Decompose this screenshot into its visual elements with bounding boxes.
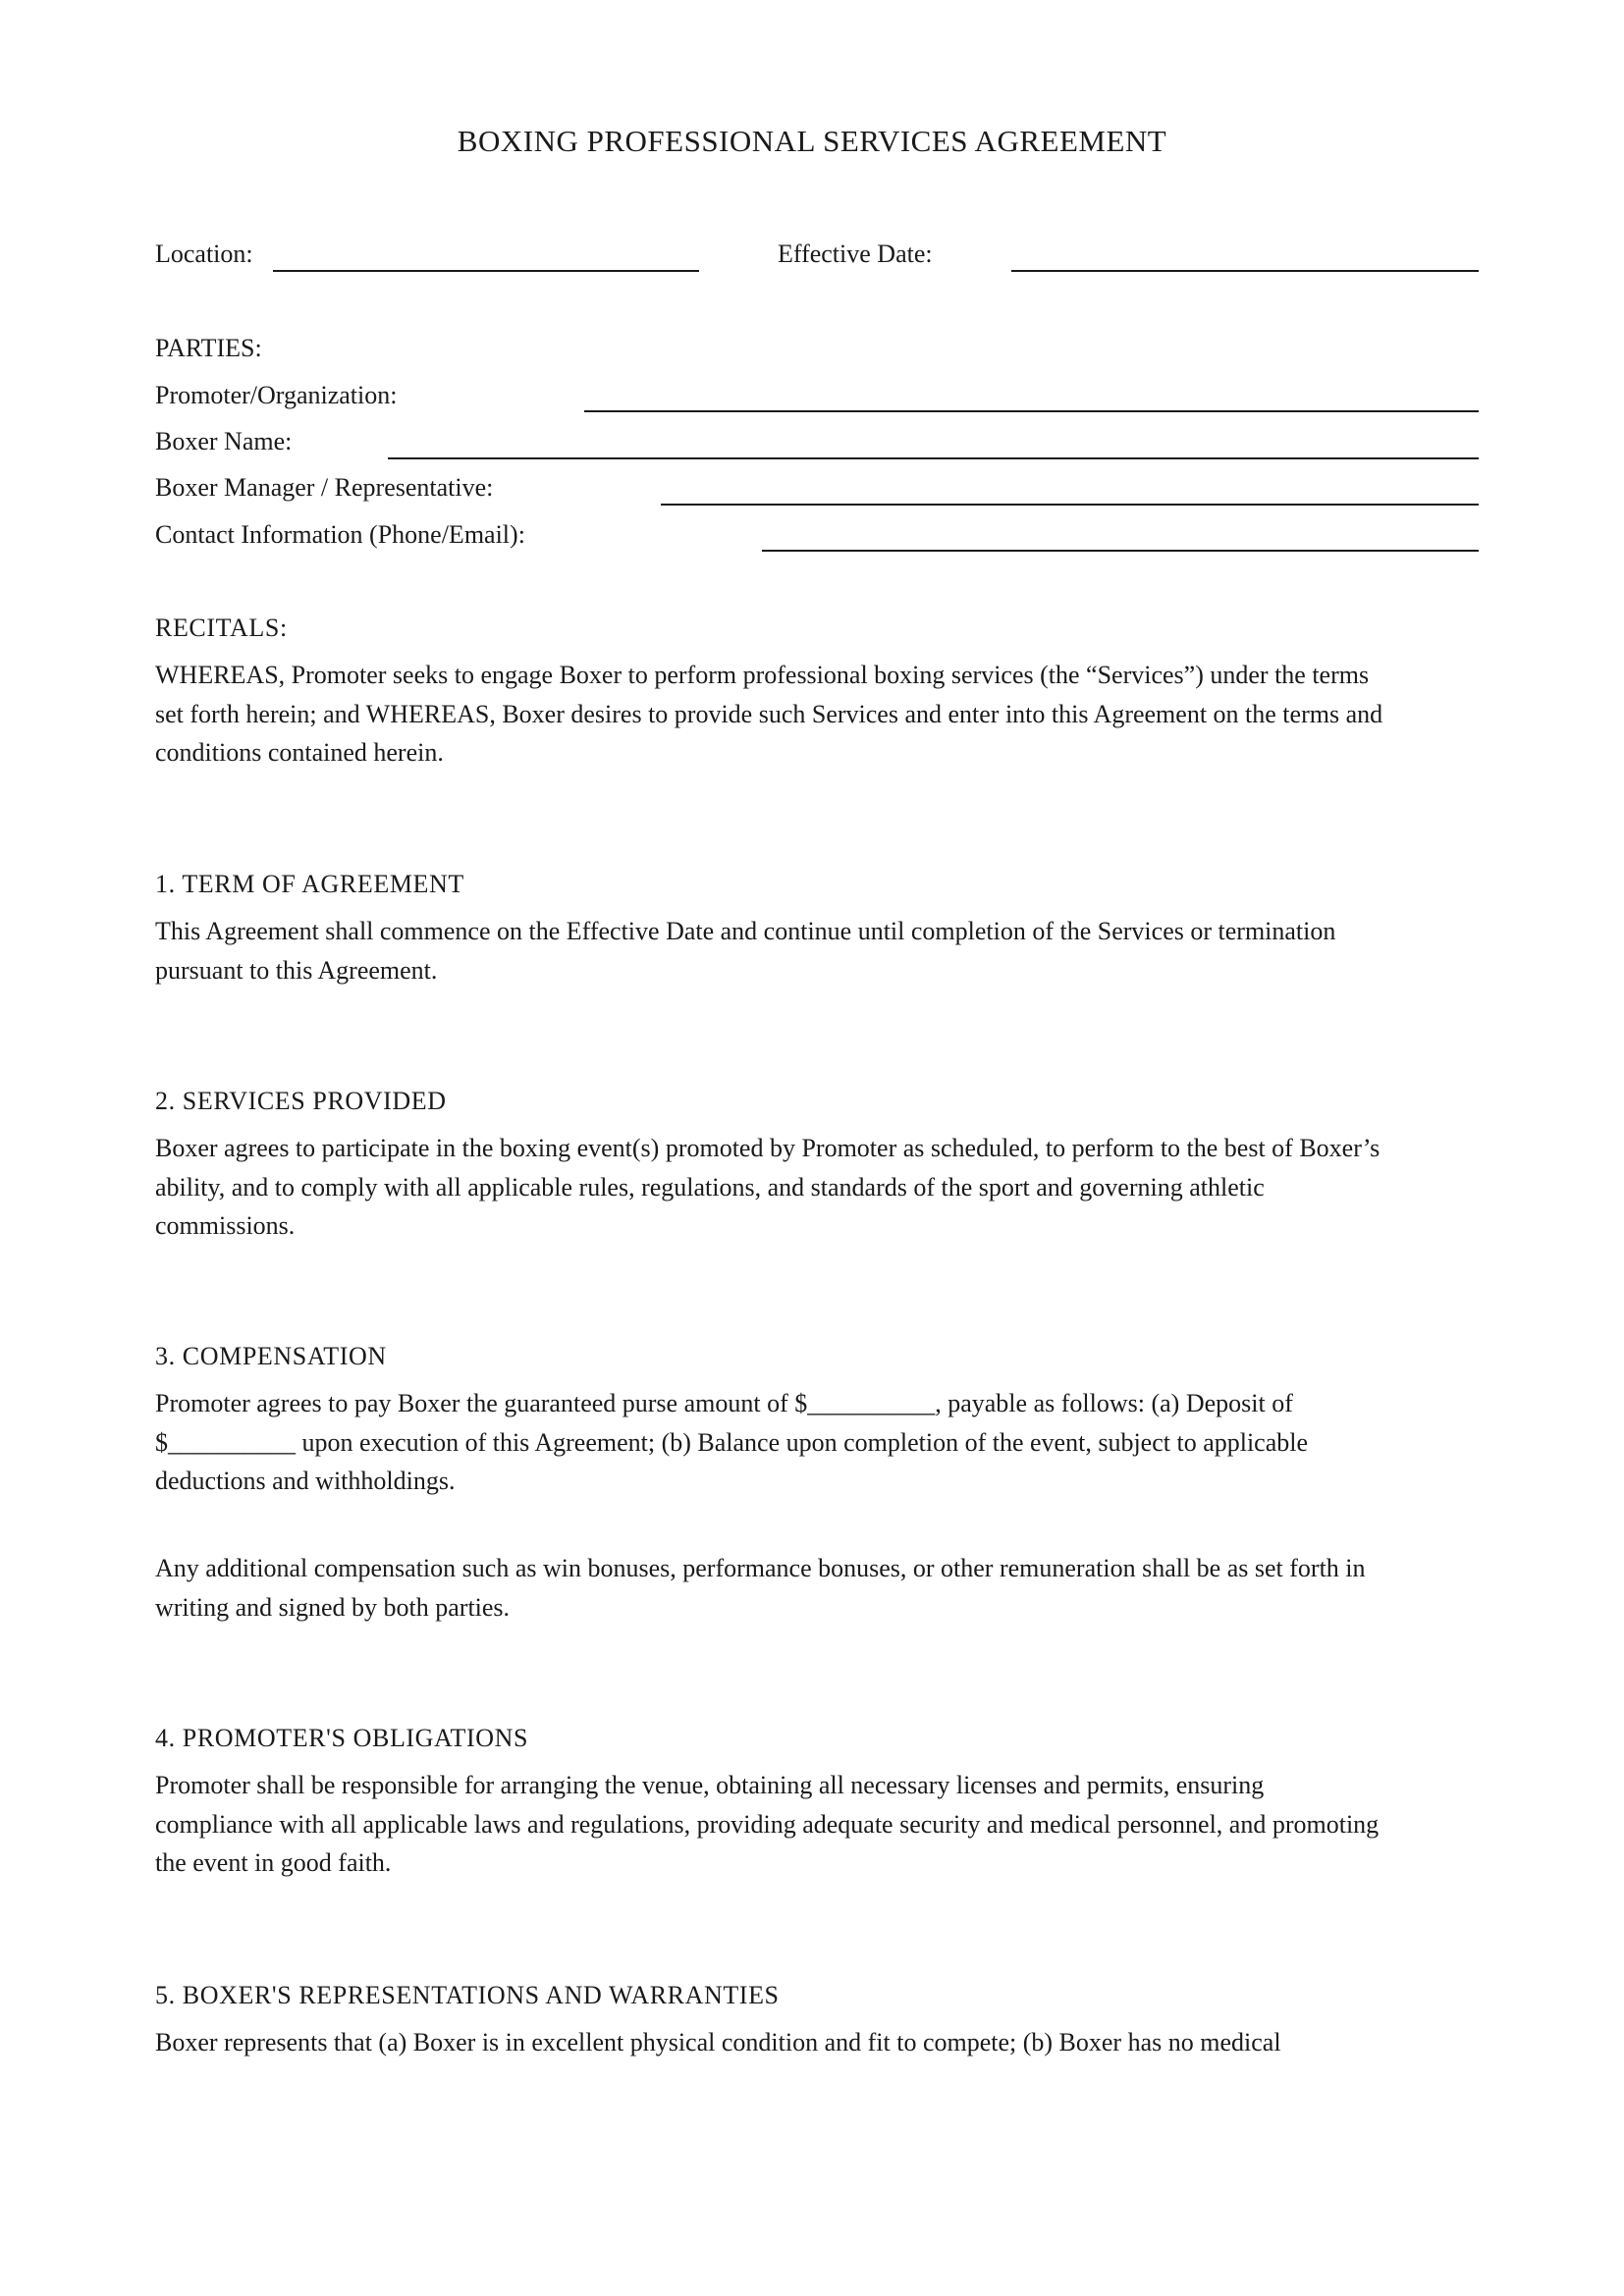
section-1-heading: 1. TERM OF AGREEMENT xyxy=(155,870,464,898)
section-2-text xyxy=(155,1129,1490,1246)
location-label: Location: xyxy=(155,240,253,268)
section-line: Promoter agrees to pay Boxer the guaranteed purse amount of $__________, payable as follows: (a) Deposit of xyxy=(155,1389,1293,1417)
recitals-text xyxy=(155,656,1490,773)
section-line: writing and signed by both parties. xyxy=(155,1592,511,1622)
section-3-heading: 3. COMPENSATION xyxy=(155,1342,387,1370)
section-4-heading: 4. PROMOTER'S OBLIGATIONS xyxy=(155,1724,529,1752)
effective-date-label: Effective Date: xyxy=(778,240,933,268)
contact-label: Contact Information (Phone/Email): xyxy=(155,520,525,549)
promoter-field-line[interactable] xyxy=(584,410,1479,412)
parties-heading: PARTIES: xyxy=(155,334,262,362)
section-line: $__________ upon execution of this Agreement; (b) Balance upon completion of the event, subject to applicable xyxy=(155,1427,1309,1457)
section-line: ability, and to comply with all applicable rules, regulations, and standards of the sport and governing athletic xyxy=(155,1172,1265,1201)
boxer-name-label: Boxer Name: xyxy=(155,427,293,455)
promoter-label: Promoter/Organization: xyxy=(155,381,398,409)
section-line: This Agreement shall commence on the Effective Date and continue until completion of the Services or termination xyxy=(155,917,1336,945)
section-4-text xyxy=(155,1766,1490,1883)
section-line: the event in good faith. xyxy=(155,1848,392,1877)
section-5-text xyxy=(155,2023,1490,2062)
section-line: Boxer represents that (a) Boxer is in excellent physical condition and fit to compete; (b) Boxer has no medical xyxy=(155,2028,1281,2056)
section-line: Any additional compensation such as win bonuses, performance bonuses, or other remuneration shall be as set forth in xyxy=(155,1554,1366,1582)
contact-field-line[interactable] xyxy=(762,550,1479,552)
section-1-text xyxy=(155,912,1490,989)
location-field-line[interactable] xyxy=(273,270,699,272)
recitals-line: set forth herein; and WHEREAS, Boxer desires to provide such Services and enter into this Agreement on the terms and xyxy=(155,699,1383,728)
recitals-line: WHEREAS, Promoter seeks to engage Boxer to perform professional boxing services (the “Services”) under the terms xyxy=(155,661,1370,689)
document-title: BOXING PROFESSIONAL SERVICES AGREEMENT xyxy=(457,124,1167,158)
recitals-heading: RECITALS: xyxy=(155,614,288,642)
section-line: pursuant to this Agreement. xyxy=(155,955,438,985)
recitals-line: conditions contained herein. xyxy=(155,738,444,767)
manager-field-line[interactable] xyxy=(661,504,1479,506)
section-3-text-additional xyxy=(155,1549,1490,1627)
section-2-heading: 2. SERVICES PROVIDED xyxy=(155,1087,447,1115)
section-5-heading: 5. BOXER'S REPRESENTATIONS AND WARRANTIES xyxy=(155,1981,780,2009)
section-line: Promoter shall be responsible for arranging the venue, obtaining all necessary licenses and permits, ensuring xyxy=(155,1771,1265,1799)
effective-date-field-line[interactable] xyxy=(1011,270,1479,272)
section-line: Boxer agrees to participate in the boxing event(s) promoted by Promoter as scheduled, to perform to the best of Boxer’s xyxy=(155,1134,1380,1162)
section-line: commissions. xyxy=(155,1211,296,1240)
section-line: deductions and withholdings. xyxy=(155,1467,456,1495)
boxer-name-field-line[interactable] xyxy=(388,457,1479,459)
manager-label: Boxer Manager / Representative: xyxy=(155,473,494,502)
section-3-text xyxy=(155,1384,1490,1501)
section-line: compliance with all applicable laws and regulations, providing adequate security and medical personnel, and promoting xyxy=(155,1809,1380,1839)
